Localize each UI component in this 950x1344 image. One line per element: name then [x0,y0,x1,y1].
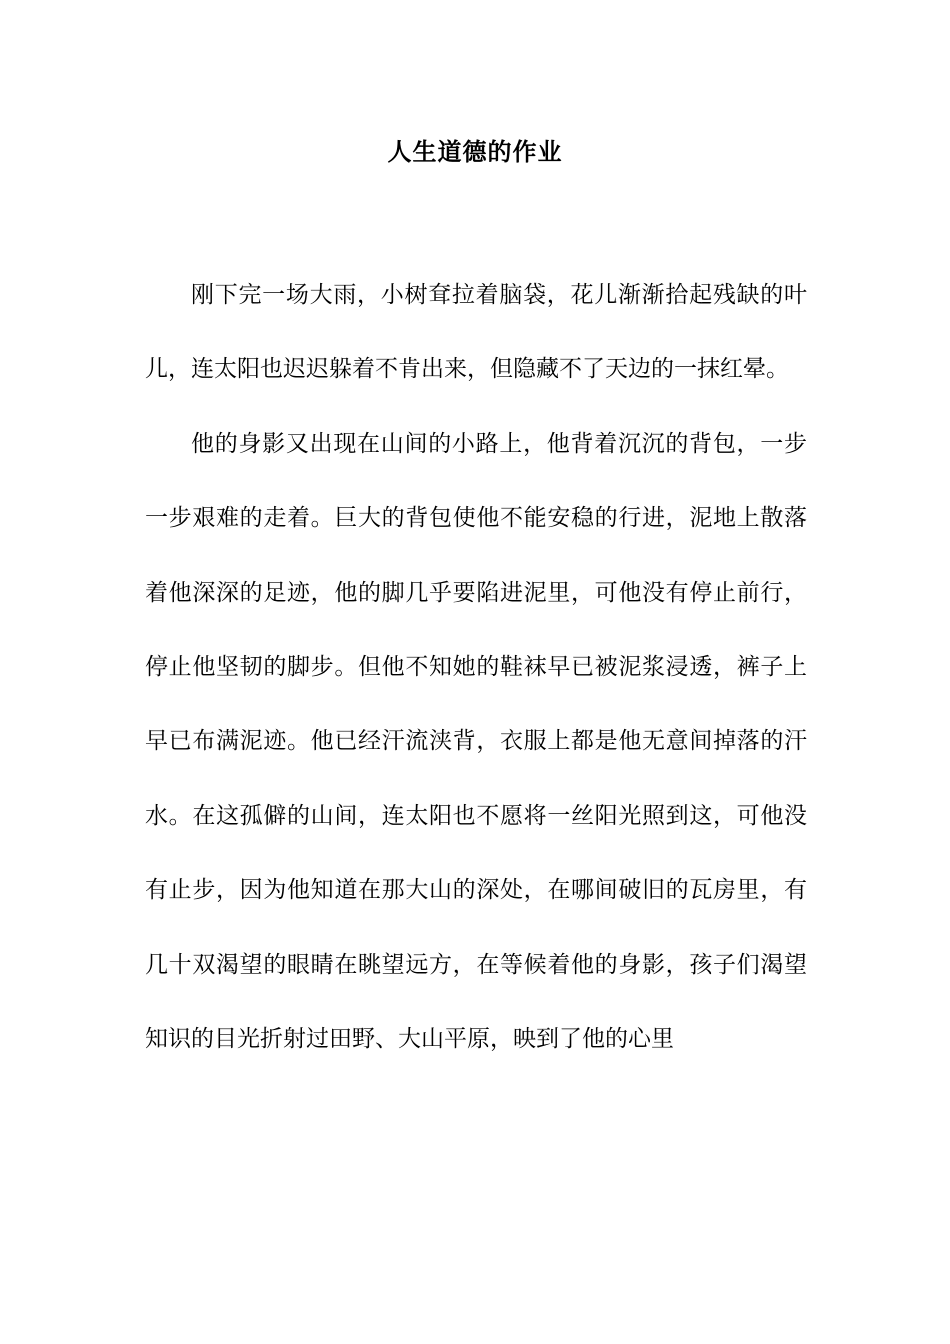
document-body [145,258,807,1076]
paragraph-2: 他的身影又出现在山间的小路上，他背着沉沉的背包，一步一步艰难的走着。巨大的背包使他不能安稳的行进，泥地上散落着他深深的足迹，他的脚几乎要陷进泥里，可他没有停止前行，停止他坚韧的脚步。但他不知她的鞋袜早已被泥浆浸透，裤子上早已布满泥迹。他已经汗流浃背，衣服上都是他无意间掉落的汗水。在这孤僻的山间，连太阳也不愿将一丝阳光照到这，可他没有止步，因为他知道在那大山的深处，在哪间破旧的瓦房里，有几十双渴望的眼睛在眺望远方，在等候着他的身影，孩子们渴望知识的目光折射过田野、大山平原，映到了他的心里 [145,430,807,1053]
document-title: 人生道德的作业 [387,137,563,166]
paragraph-1: 刚下完一场大雨，小树耷拉着脑袋，花儿渐渐拾起残缺的叶儿，连太阳也迟迟躲着不肯出来，但隐藏不了天边的一抹红晕。 [145,282,807,383]
